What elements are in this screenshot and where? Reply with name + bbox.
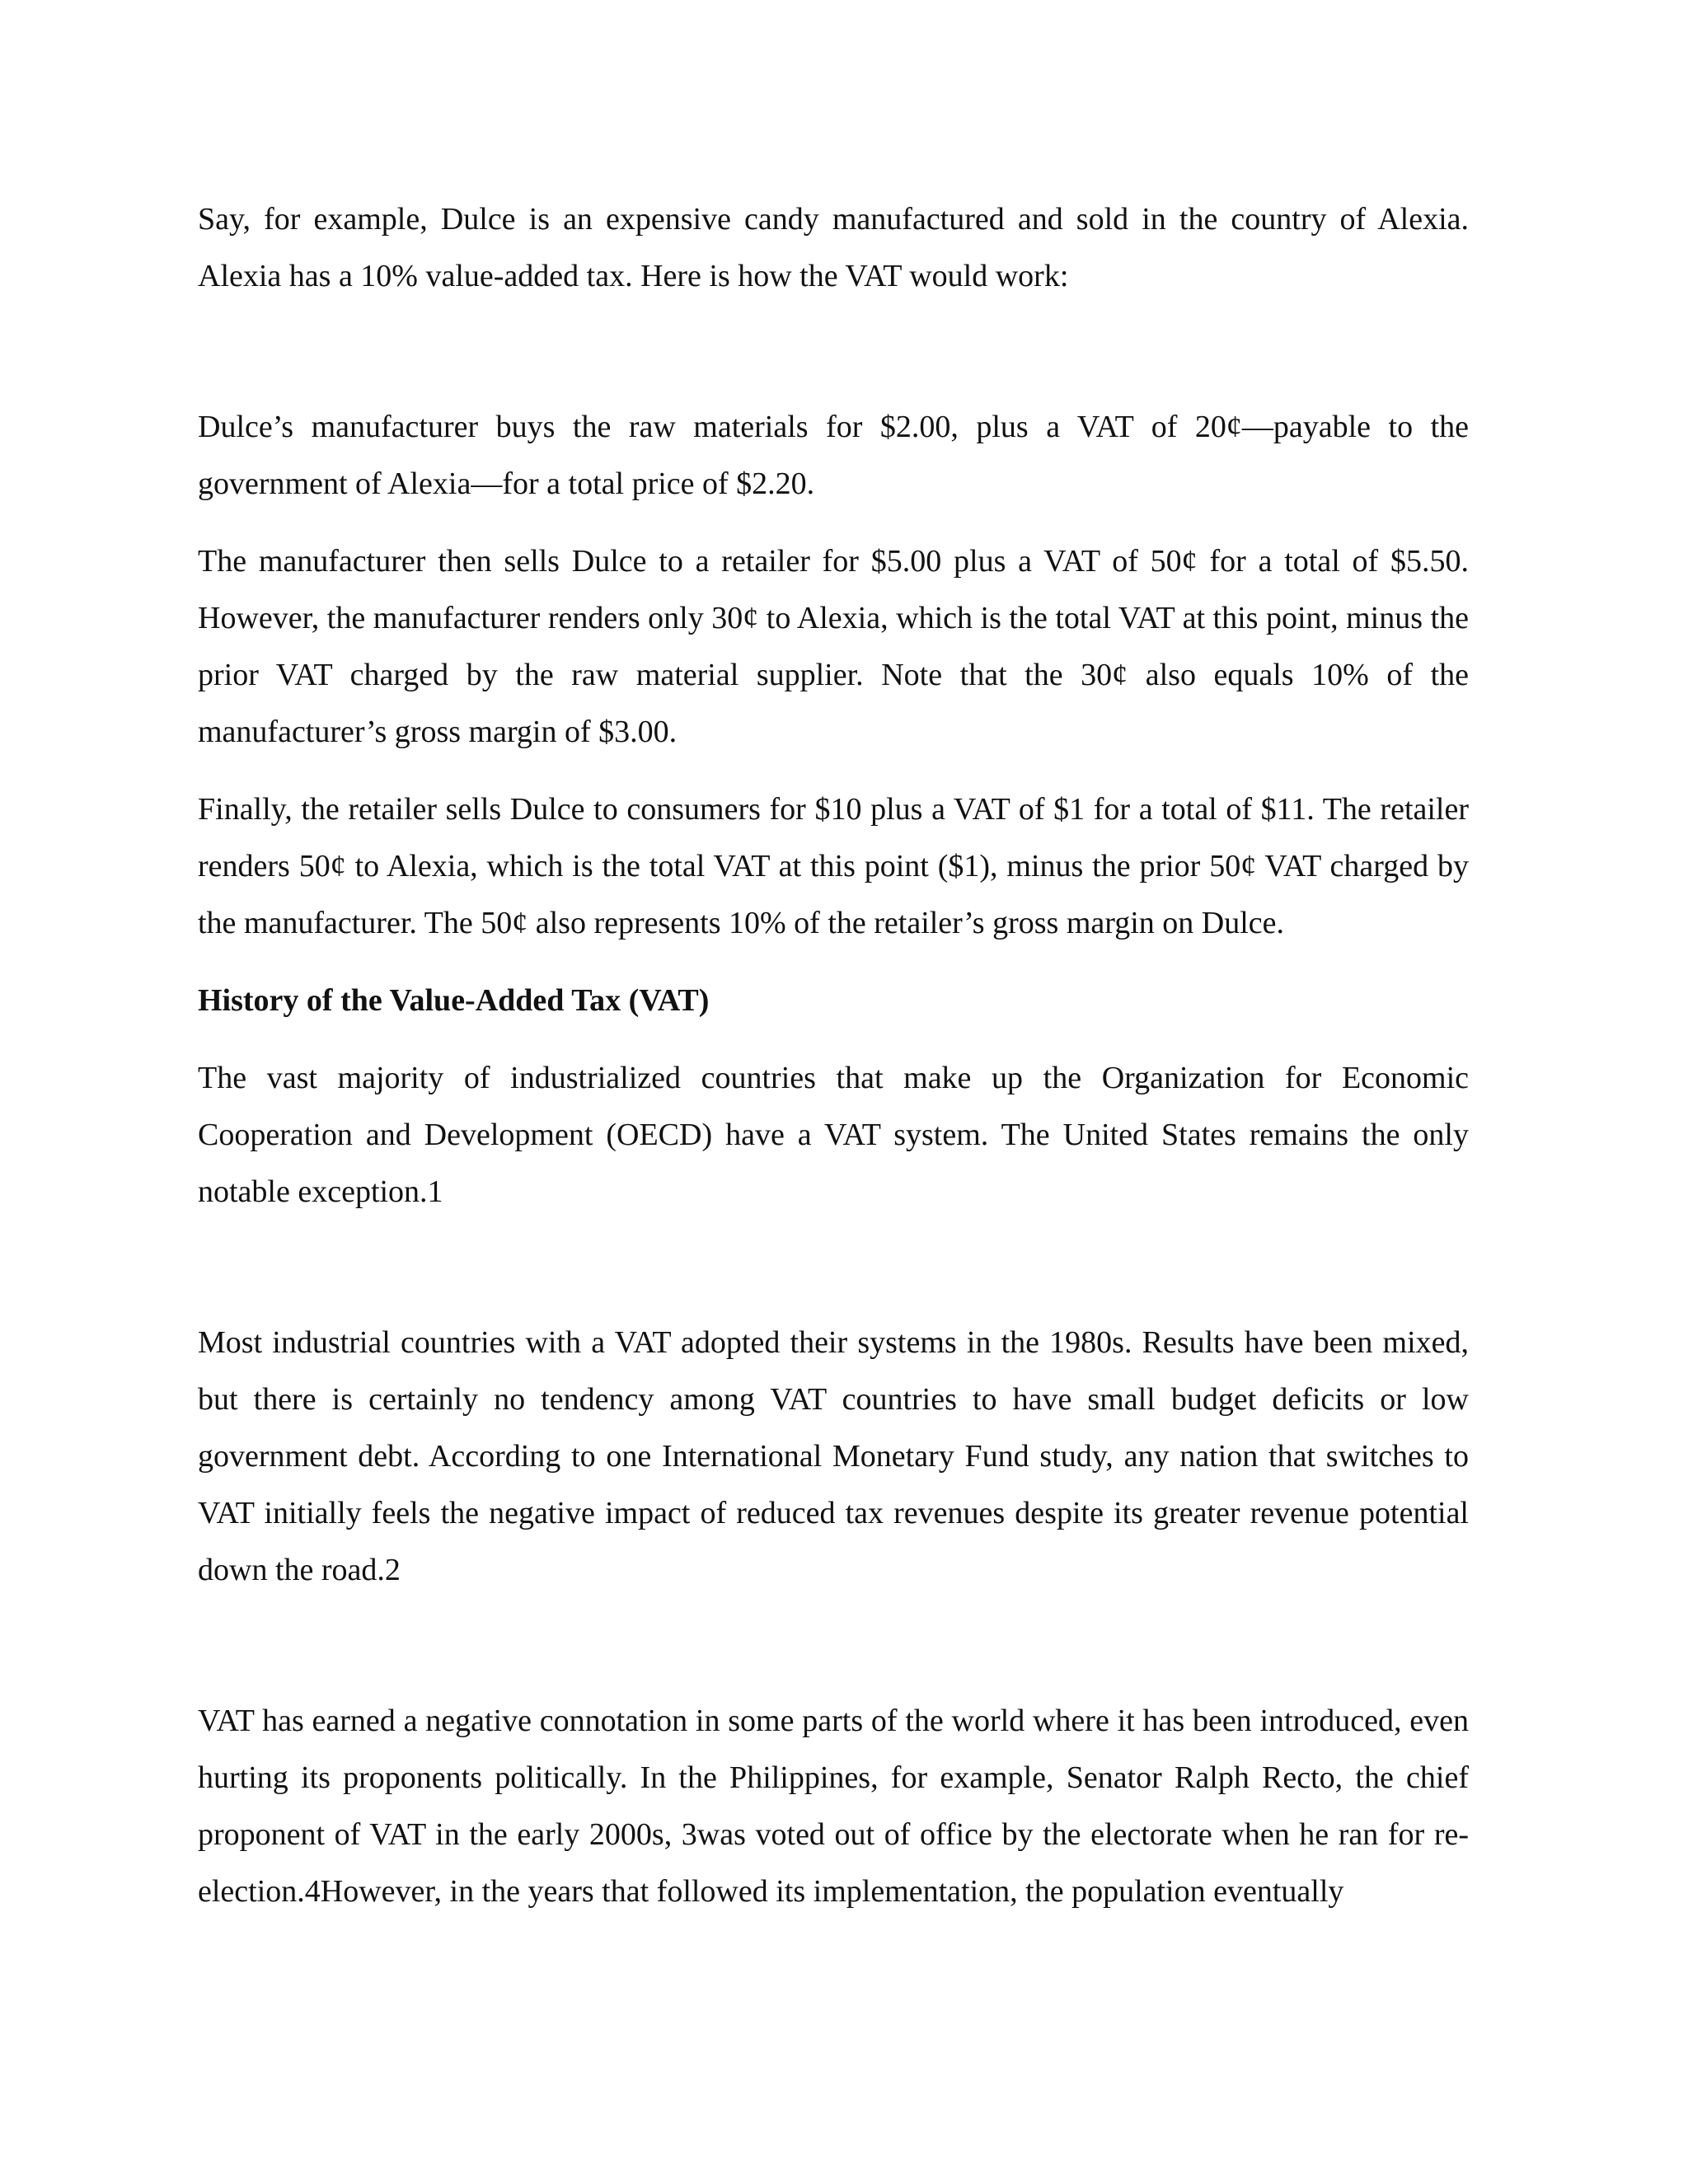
paragraph-intro: Say, for example, Dulce is an expensive candy manufactured and sold in the country of Alexia. Alexia has a 10% value-added tax. Here is how the VAT would work: bbox=[198, 202, 1469, 293]
paragraph-retailer: Finally, the retailer sells Dulce to consumers for $10 plus a VAT of $1 for a total of $11. The retailer renders 50¢ to Alexia, which is the total VAT at this point ($1), minus the prior 50¢ VAT charged by the manufacturer. The 50¢ also represents 10% of the retailer’s gross margin on Dulce. bbox=[198, 792, 1469, 940]
paragraph-raw-materials: Dulce’s manufacturer buys the raw materials for $2.00, plus a VAT of 20¢—payable to the government of Alexia—for a total price of $2.20. bbox=[198, 410, 1469, 501]
paragraph-oecd: The vast majority of industrialized countries that make up the Organization for Economic Cooperation and Development (OECD) have a VAT system. The United States remains the only notable exception.1 bbox=[198, 1061, 1469, 1209]
document-page bbox=[198, 191, 1469, 1920]
paragraph-adoption: Most industrial countries with a VAT adopted their systems in the 1980s. Results have been mixed, but there is certainly no tendency among VAT countries to have small budget deficits or low government debt. According to one International Monetary Fund study, any nation that switches to VAT initially feels the negative impact of reduced tax revenues despite its greater revenue potential down the road.2 bbox=[198, 1325, 1469, 1587]
paragraph-philippines: VAT has earned a negative connotation in some parts of the world where it has been introduced, even hurting its proponents politically. In the Philippines, for example, Senator Ralph Recto, the chief proponent of VAT in the early 2000s, 3was voted out of office by the electorate when he ran for re-election.4However, in the years that followed its implementation, the population eventually bbox=[198, 1704, 1469, 1909]
section-heading: History of the Value-Added Tax (VAT) bbox=[198, 983, 710, 1018]
paragraph-manufacturer: The manufacturer then sells Dulce to a retailer for $5.00 plus a VAT of 50¢ for a total of $5.50. However, the manufacturer renders only 30¢ to Alexia, which is the total VAT at this point, minus the prior VAT charged by the raw material supplier. Note that the 30¢ also equals 10% of the manufacturer’s gross margin of $3.00. bbox=[198, 544, 1469, 749]
